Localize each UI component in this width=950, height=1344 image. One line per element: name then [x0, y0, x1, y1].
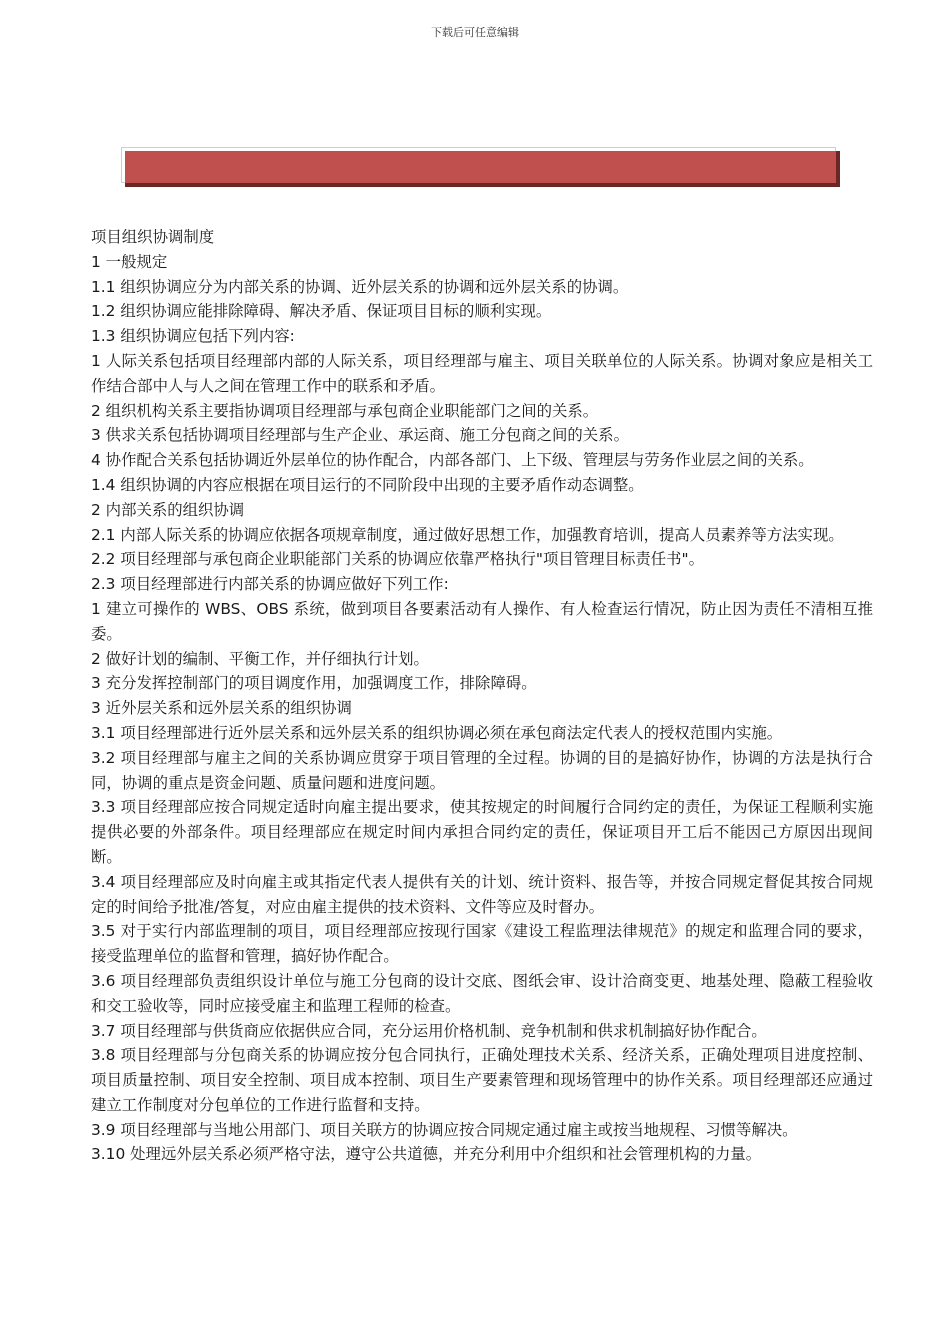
- document-body: [91, 225, 873, 1167]
- paragraph: 2.3 项目经理部进行内部关系的协调应做好下列工作:: [91, 575, 449, 594]
- paragraph: 3 充分发挥控制部门的项目调度作用，加强调度工作，排除障碍。: [91, 674, 537, 693]
- paragraph: 3.10 处理远外层关系必须严格守法，遵守公共道德，并充分利用中介组织和社会管理机构的力量。: [91, 1145, 762, 1164]
- section-heading: 3 近外层关系和远外层关系的组织协调: [91, 699, 352, 718]
- paragraph: 3.7 项目经理部与供货商应依据供应合同，充分运用价格机制、竞争机制和供求机制搞好协作配合。: [91, 1021, 767, 1040]
- paragraph: 1 人际关系包括项目经理部内部的人际关系，项目经理部与雇主、项目关联单位的人际关系。协调对象应是相关工作结合部中人与人之间在管理工作中的联系和矛盾。: [91, 351, 873, 395]
- paragraph: 2 做好计划的编制、平衡工作，并仔细执行计划。: [91, 649, 429, 668]
- paragraph: 2.1 内部人际关系的协调应依据各项规章制度，通过做好思想工作，加强教育培训，提高人员素养等方法实现。: [91, 525, 844, 544]
- paragraph: 1.3 组织协调应包括下列内容:: [91, 327, 295, 346]
- paragraph: 2 组织机构关系主要指协调项目经理部与承包商企业职能部门之间的关系。: [91, 401, 599, 420]
- title-banner: [121, 147, 840, 187]
- paragraph: 3.3 项目经理部应按合同规定适时向雇主提出要求，使其按规定的时间履行合同约定的责任，为保证工程顺利实施提供必要的外部条件。项目经理部应在规定时间内承担合同约定的责任，保证项目开工后不能因己方原因出现间断。: [91, 798, 873, 866]
- paragraph: 1 建立可操作的 WBS、OBS 系统，做到项目各要素活动有人操作、有人检查运行情况，防止因为责任不清相互推委。: [91, 599, 873, 643]
- paragraph: 1.1 组织协调应分为内部关系的协调、近外层关系的协调和远外层关系的协调。: [91, 277, 629, 296]
- paragraph: 1.2 组织协调应能排除障碍、解决矛盾、保证项目目标的顺利实现。: [91, 302, 552, 321]
- paragraph: 3 供求关系包括协调项目经理部与生产企业、承运商、施工分包商之间的关系。: [91, 426, 629, 445]
- paragraph: 3.4 项目经理部应及时向雇主或其指定代表人提供有关的计划、统计资料、报告等，并按合同规定督促其按合同规定的时间给予批准/答复，对应由雇主提供的技术资料、文件等应及时督办。: [91, 872, 873, 916]
- paragraph: 3.6 项目经理部负责组织设计单位与施工分包商的设计交底、图纸会审、设计洽商变更、地基处理、隐蔽工程验收和交工验收等，同时应接受雇主和监理工程师的检查。: [91, 971, 873, 1015]
- doc-title: 项目组织协调制度: [91, 228, 215, 246]
- paragraph: 3.2 项目经理部与雇主之间的关系协调应贯穿于项目管理的全过程。协调的目的是搞好协作，协调的方法是执行合同，协调的重点是资金问题、质量问题和进度问题。: [91, 748, 873, 792]
- section-heading: 2 内部关系的组织协调: [91, 500, 245, 519]
- paragraph: 3.8 项目经理部与分包商关系的协调应按分包合同执行，正确处理技术关系、经济关系，正确处理项目进度控制、项目质量控制、项目安全控制、项目成本控制、项目生产要素管理和现场管理中的协作关系。项目经理部还应通过建立工作制度对分包单位的工作进行监督和支持。: [91, 1046, 873, 1114]
- paragraph: 2.2 项目经理部与承包商企业职能部门关系的协调应依靠严格执行"项目管理目标责任书"。: [91, 550, 704, 569]
- section-heading: 1 一般规定: [91, 252, 168, 271]
- page-header-note: 下载后可任意编辑: [431, 26, 519, 39]
- banner-fill: [125, 151, 836, 183]
- paragraph: 3.1 项目经理部进行近外层关系和远外层关系的组织协调必须在承包商法定代表人的授权范围内实施。: [91, 723, 783, 742]
- paragraph: 1.4 组织协调的内容应根据在项目运行的不同阶段中出现的主要矛盾作动态调整。: [91, 475, 644, 494]
- paragraph: 4 协作配合关系包括协调近外层单位的协作配合，内部各部门、上下级、管理层与劳务作业层之间的关系。: [91, 451, 814, 470]
- paragraph: 3.9 项目经理部与当地公用部门、项目关联方的协调应按合同规定通过雇主或按当地规程、习惯等解决。: [91, 1120, 798, 1139]
- paragraph: 3.5 对于实行内部监理制的项目，项目经理部应按现行国家《建设工程监理法律规范》的规定和监理合同的要求，接受监理单位的监督和管理，搞好协作配合。: [91, 922, 873, 966]
